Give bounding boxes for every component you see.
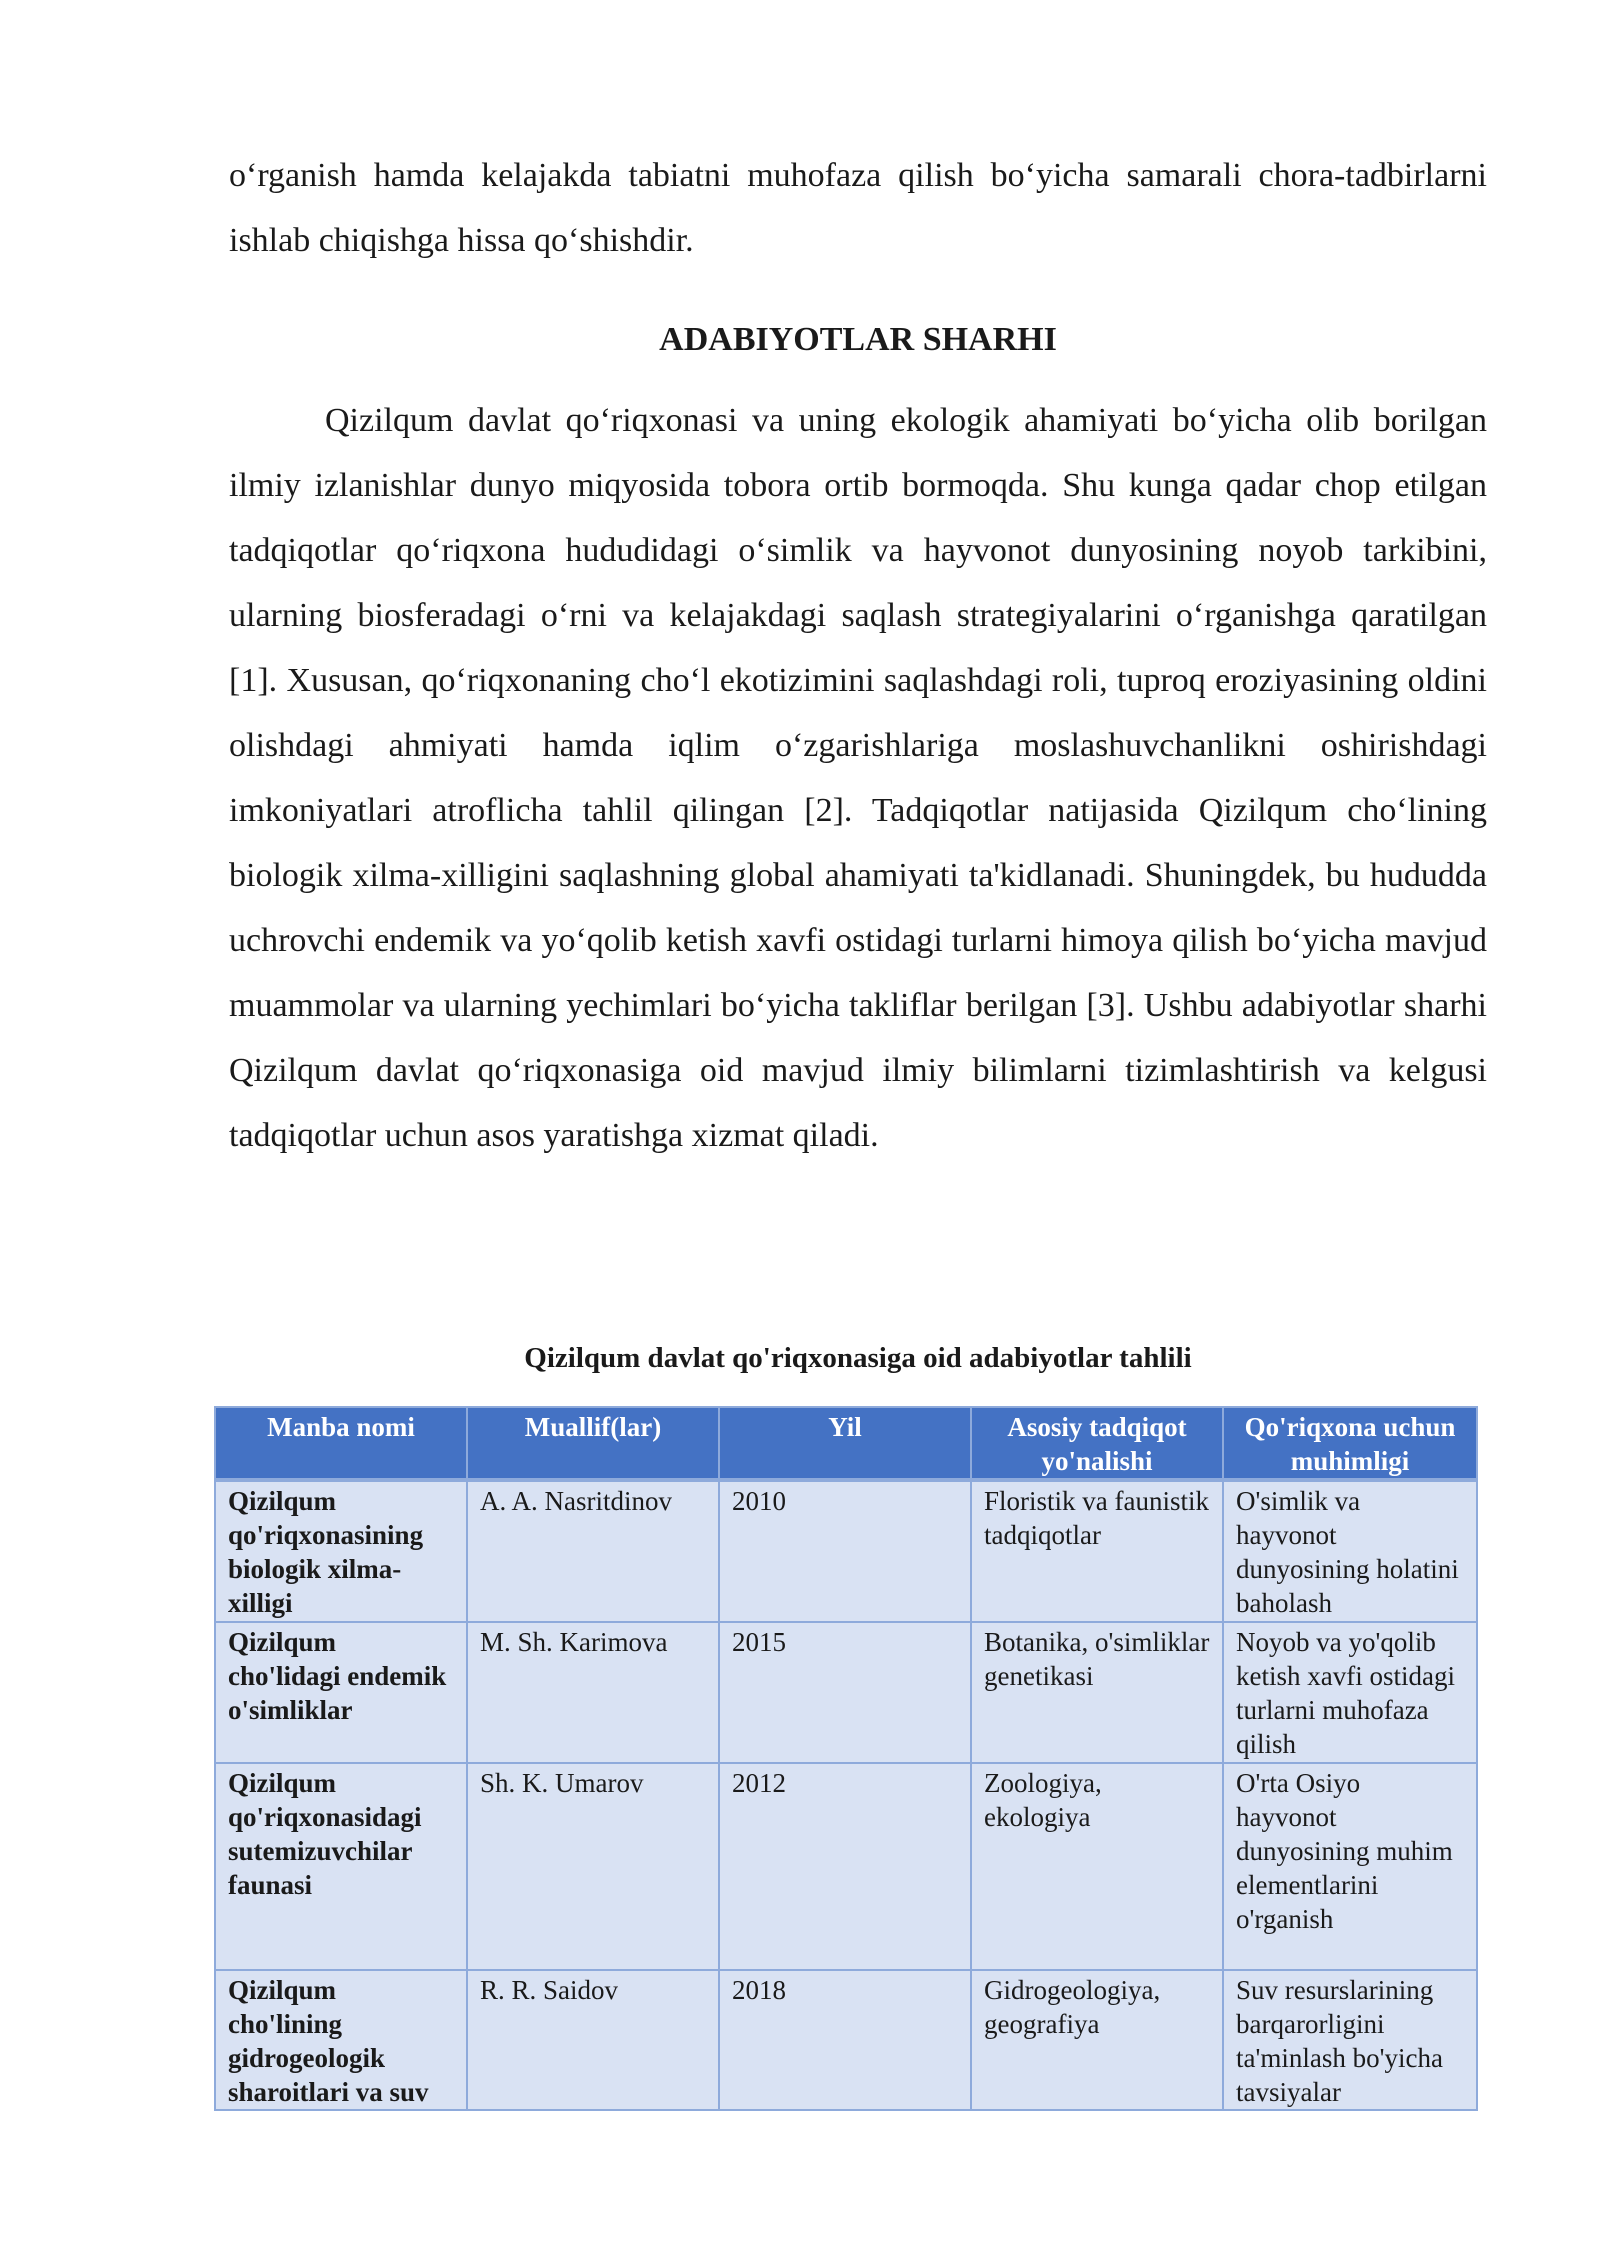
- cell-source: Qizilqum qo'riqxonasining biologik xilma-xilligi: [215, 1480, 467, 1622]
- cell-research-direction: Botanika, o'simliklar genetikasi: [971, 1622, 1223, 1763]
- cell-research-direction: Zoologiya, ekologiya: [971, 1763, 1223, 1970]
- cell-authors: R. R. Saidov: [467, 1970, 719, 2110]
- review-paragraph: Qizilqum davlat qo‘riqxonasi va uning ekologik ahamiyati bo‘yicha olib borilgan ilmiy izlanishlar dunyo miqyosida tobora ortib bormoqda. Shu kunga qadar chop etilgan tadqiqotlar qo‘riqxona hududidagi o‘simlik va hayvonot dunyosining noyob tarkibini, ularning biosferadagi o‘rni va kelajakdagi saqlash strategiyalarini o‘rganishga qaratilgan [1]. Xususan, qo‘riqxonaning cho‘l ekotizimini saqlashdagi roli, tuproq eroziyasining oldini olishdagi ahmiyati hamda iqlim o‘zgarishlariga moslashuvchanlikni oshirishdagi imkoniyatlari atroflicha tahlil qilingan [2]. Tadqiqotlar natijasida Qizilqum cho‘lining biologik xilma-xilligini saqlashning global ahamiyati ta'kidlanadi. Shuningdek, bu hududda uchrovchi endemik va yo‘qolib ketish xavfi ostidagi turlarni himoya qilish bo‘yicha mavjud muammolar va ularning yechimlari bo‘yicha takliflar berilgan [3]. Ushbu adabiyotlar sharhi Qizilqum davlat qo‘riqxonasiga oid mavjud ilmiy bilimlarni tizimlashtirish va kelgusi tadqiqotlar uchun asos yaratishga xizmat qiladi.: [229, 402, 1487, 1154]
- cell-importance: O'simlik va hayvonot dunyosining holatini baholash: [1223, 1480, 1477, 1622]
- cell-importance: Suv resurslarining barqarorligini ta'minlash bo'yicha tavsiyalar: [1223, 1970, 1477, 2110]
- table-row: [215, 1763, 1477, 1970]
- cell-source: Qizilqum cho'lining gidrogeologik sharoitlari va suv: [215, 1970, 467, 2110]
- header-importance: Qo'riqxona uchun muhimligi: [1223, 1407, 1477, 1480]
- header-authors: Muallif(lar): [467, 1407, 719, 1480]
- section-heading: ADABIYOTLAR SHARHI: [659, 321, 1057, 358]
- literature-table: [214, 1406, 1478, 2111]
- header-year: Yil: [719, 1407, 971, 1480]
- cell-research-direction: Gidrogeologiya, geografiya: [971, 1970, 1223, 2110]
- cell-source: Qizilqum cho'lidagi endemik o'simliklar: [215, 1622, 467, 1763]
- table-header-row: [215, 1407, 1477, 1480]
- cell-authors: M. Sh. Karimova: [467, 1622, 719, 1763]
- header-source: Manba nomi: [215, 1407, 467, 1480]
- cell-year: 2012: [719, 1763, 971, 1970]
- header-research-direction: Asosiy tadqiqot yo'nalishi: [971, 1407, 1223, 1480]
- cell-research-direction: Floristik va faunistik tadqiqotlar: [971, 1480, 1223, 1622]
- cell-authors: Sh. K. Umarov: [467, 1763, 719, 1970]
- table-row: [215, 1480, 1477, 1622]
- table-caption: Qizilqum davlat qo'riqxonasiga oid adabiyotlar tahlili: [524, 1342, 1192, 1374]
- cell-importance: O'rta Osiyo hayvonot dunyosining muhim elementlarini o'rganish: [1223, 1763, 1477, 1970]
- cell-authors: A. A. Nasritdinov: [467, 1480, 719, 1622]
- table-row: [215, 1622, 1477, 1763]
- intro-paragraph: o‘rganish hamda kelajakda tabiatni muhofaza qilish bo‘yicha samarali chora-tadbirlarni ishlab chiqishga hissa qo‘shishdir.: [229, 157, 1487, 259]
- cell-year: 2018: [719, 1970, 971, 2110]
- cell-source: Qizilqum qo'riqxonasidagi sutemizuvchilar faunasi: [215, 1763, 467, 1970]
- cell-year: 2015: [719, 1622, 971, 1763]
- table-row: [215, 1970, 1477, 2110]
- cell-year: 2010: [719, 1480, 971, 1622]
- cell-importance: Noyob va yo'qolib ketish xavfi ostidagi turlarni muhofaza qilish: [1223, 1622, 1477, 1763]
